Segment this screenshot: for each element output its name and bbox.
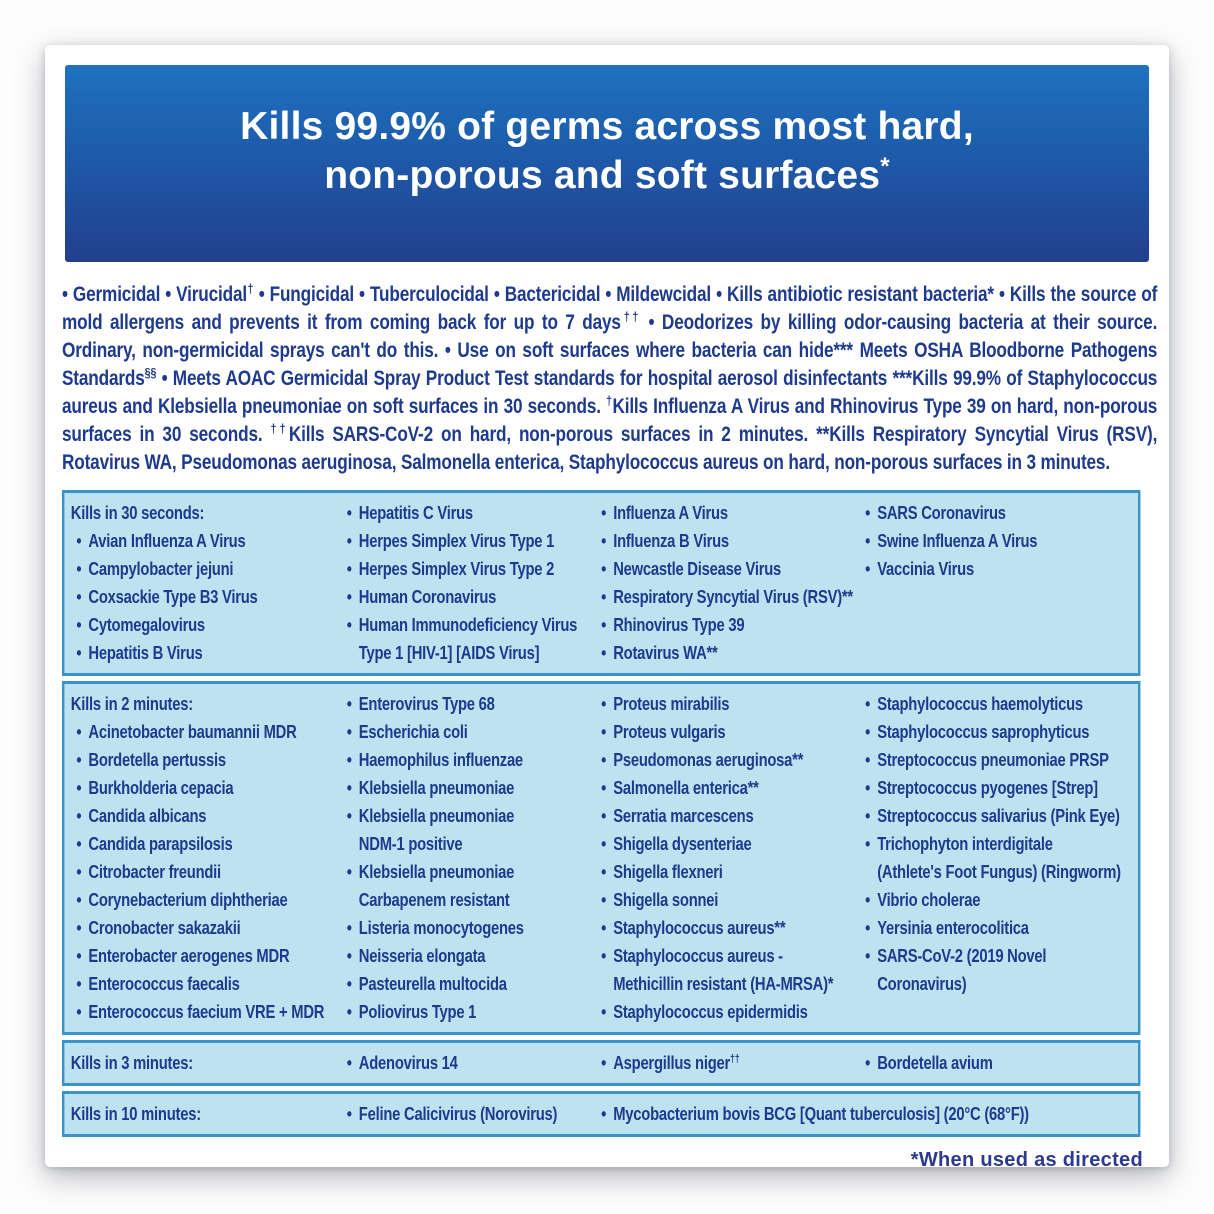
germ-name: Feline Calicivirus (Norovirus): [358, 1103, 558, 1124]
germ-name: Streptococcus pneumoniae PRSP: [877, 749, 1109, 770]
kill-time-section-2: [62, 681, 1140, 1035]
germ-item: [71, 555, 341, 583]
intro-paragraph: [62, 280, 1157, 476]
germ-name: Bordetella avium: [877, 1052, 993, 1073]
bullet-icon: •: [601, 586, 607, 607]
banner-title-asterisk: *: [880, 152, 890, 180]
germ-item: [341, 690, 595, 718]
germ-name: Pasteurella multocida: [358, 973, 507, 994]
germ-item: [596, 774, 860, 802]
germ-item: [71, 802, 341, 830]
germ-name: Cytomegalovirus: [88, 614, 205, 635]
germ-name: Acinetobacter baumannii MDR: [88, 721, 297, 742]
bullet-icon: •: [76, 917, 82, 938]
bullet-icon: •: [346, 586, 352, 607]
germ-superscript: ††: [730, 1052, 740, 1065]
kill-time-header: Kills in 3 minutes:: [70, 1052, 193, 1073]
bullet-icon: •: [346, 805, 352, 826]
germ-name: Hepatitis C Virus: [358, 502, 473, 523]
bullet-icon: •: [346, 1052, 352, 1073]
bullet-icon: •: [865, 889, 871, 910]
germ-item: [596, 527, 860, 555]
kill-time-section-4: [62, 1091, 1140, 1137]
germ-item: [860, 527, 1132, 555]
bullet-icon: •: [865, 721, 871, 742]
banner-title-line2: non-porous and soft surfaces: [324, 153, 881, 197]
germ-item: [860, 914, 1132, 942]
germ-name: Enterococcus faecium VRE + MDR: [88, 1001, 325, 1022]
germ-name: Burkholderia cepacia: [88, 777, 234, 798]
germ-name: Klebsiella pneumoniae: [358, 777, 515, 798]
germ-name: Enterococcus faecalis: [88, 973, 240, 994]
intro-text: Kills SARS-CoV-2 on hard, non-porous surfaces in 2 minutes. **Kills Respiratory Syncytial Virus (RSV), Rotavirus WA, Pseudomonas aeruginosa, Salmonella enterica, Staphylococcus aureus on hard, non-porous surfaces in 3 minutes.: [62, 422, 1158, 474]
bullet-icon: •: [865, 917, 871, 938]
germ-item: [860, 886, 1132, 914]
germ-column-2: [341, 1100, 595, 1128]
germ-name: Shigella sonnei: [613, 889, 719, 910]
germ-item: [596, 583, 860, 611]
germ-name: Citrobacter freundii: [88, 861, 221, 882]
bullet-icon: •: [76, 861, 82, 882]
germ-name: Cronobacter sakazakii: [88, 917, 241, 938]
germ-column-4: [860, 1100, 1132, 1128]
germ-table: [62, 490, 1140, 1137]
germ-item: [596, 858, 860, 886]
intro-text: • Fungicidal • Tuberculocidal • Bactericidal • Mildewcidal • Kills antibiotic resistant bacteria* • Kills the source of mold allergens and prevents it from coming back for up to 7 days: [62, 282, 1158, 334]
kill-time-header: Kills in 10 minutes:: [70, 1103, 201, 1124]
germ-column-2: [341, 1049, 595, 1077]
bullet-icon: •: [865, 945, 871, 966]
germ-name: Staphylococcus haemolyticus: [877, 693, 1083, 714]
banner-title: [240, 102, 974, 226]
intro-superscript: §§: [144, 364, 157, 380]
kill-time-section-1: [62, 490, 1140, 676]
germ-name: Candida parapsilosis: [88, 833, 233, 854]
germ-name: SARS-CoV-2 (2019 Novel Coronavirus): [877, 945, 1047, 994]
germ-column-2: [341, 499, 595, 667]
germ-item: [860, 1049, 1132, 1077]
germ-item: [341, 583, 595, 611]
bullet-icon: •: [601, 861, 607, 882]
germ-item: [341, 499, 595, 527]
germ-item: [341, 858, 595, 914]
bullet-icon: •: [346, 614, 352, 635]
germ-name: Vibrio cholerae: [877, 889, 981, 910]
germ-item: [71, 746, 341, 774]
germ-item: [596, 998, 860, 1026]
germ-item: [71, 914, 341, 942]
germ-name: Enterobacter aerogenes MDR: [88, 945, 290, 966]
bullet-icon: •: [601, 917, 607, 938]
germ-name: Shigella dysenteriae: [613, 833, 752, 854]
bullet-icon: •: [76, 805, 82, 826]
germ-item: [341, 998, 595, 1026]
bullet-icon: •: [76, 749, 82, 770]
bullet-icon: •: [346, 917, 352, 938]
germ-name: Listeria monocytogenes: [358, 917, 524, 938]
bullet-icon: •: [601, 777, 607, 798]
intro-superscript: †: [247, 280, 254, 296]
intro-superscript: ††: [620, 308, 642, 324]
germ-item: [71, 858, 341, 886]
germ-column-1: [71, 690, 341, 1026]
germ-item: [860, 802, 1132, 830]
germ-item: [596, 1049, 860, 1077]
bullet-icon: •: [601, 693, 607, 714]
germ-item: [341, 914, 595, 942]
bullet-icon: •: [601, 805, 607, 826]
germ-item: [341, 555, 595, 583]
germ-item: [341, 1049, 595, 1077]
germ-name: Klebsiella pneumoniae NDM-1 positive: [358, 805, 515, 854]
germ-name: SARS Coronavirus: [877, 502, 1006, 523]
bullet-icon: •: [346, 721, 352, 742]
germ-item: [596, 1100, 1029, 1128]
bullet-icon: •: [865, 1052, 871, 1073]
bullet-icon: •: [346, 777, 352, 798]
germ-name: Serratia marcescens: [613, 805, 754, 826]
germ-name: Adenovirus 14: [358, 1052, 458, 1073]
germ-item: [596, 499, 860, 527]
germ-item: [71, 583, 341, 611]
germ-item: [71, 527, 341, 555]
germ-name: Proteus mirabilis: [613, 693, 730, 714]
bullet-icon: •: [601, 614, 607, 635]
germ-item: [71, 830, 341, 858]
germ-name: Campylobacter jejuni: [88, 558, 234, 579]
germ-item: [860, 942, 1132, 998]
germ-column-3: [596, 1049, 860, 1077]
germ-item: [341, 527, 595, 555]
bullet-icon: •: [865, 502, 871, 523]
intro-superscript: †: [606, 392, 613, 408]
germ-name: Herpes Simplex Virus Type 2: [358, 558, 555, 579]
germ-name: Avian Influenza A Virus: [88, 530, 246, 551]
germ-name: Trichophyton interdigitale (Athlete's Foot Fungus) (Ringworm): [877, 833, 1121, 882]
germ-name: Haemophilus influenzae: [358, 749, 523, 770]
germ-name: Corynebacterium diphtheriae: [88, 889, 288, 910]
germ-name: Influenza A Virus: [613, 502, 728, 523]
bullet-icon: •: [865, 558, 871, 579]
germ-item: [341, 942, 595, 970]
bullet-icon: •: [346, 749, 352, 770]
germ-item: [596, 802, 860, 830]
bullet-icon: •: [601, 530, 607, 551]
germ-name: Human Immunodeficiency Virus Type 1 [HIV-1] [AIDS Virus]: [358, 614, 578, 663]
bullet-icon: •: [601, 889, 607, 910]
germ-name: Proteus vulgaris: [613, 721, 726, 742]
germ-column-3: [596, 499, 860, 667]
kill-time-section-3: [62, 1040, 1140, 1086]
germ-name: Influenza B Virus: [613, 530, 729, 551]
bullet-icon: •: [601, 945, 607, 966]
germ-name: Hepatitis B Virus: [88, 642, 203, 663]
germ-item: [596, 690, 860, 718]
bullet-icon: •: [76, 614, 82, 635]
germ-column-4: [860, 690, 1132, 1026]
bullet-icon: •: [76, 945, 82, 966]
bullet-icon: •: [346, 502, 352, 523]
bullet-icon: •: [76, 973, 82, 994]
germ-name: Escherichia coli: [358, 721, 468, 742]
germ-column-1: [71, 1100, 341, 1128]
germ-name: Shigella flexneri: [613, 861, 723, 882]
germ-name: Staphylococcus saprophyticus: [877, 721, 1090, 742]
germ-item: [596, 886, 860, 914]
germ-item: [341, 718, 595, 746]
bullet-icon: •: [76, 1001, 82, 1022]
germ-name: Mycobacterium bovis BCG [Quant tuberculosis] (20°C (68°F)): [613, 1103, 1029, 1124]
germ-item: [596, 914, 860, 942]
germ-item: [860, 830, 1132, 886]
germ-column-3: [596, 690, 860, 1026]
bullet-icon: •: [601, 1103, 607, 1124]
germ-name: Coxsackie Type B3 Virus: [88, 586, 258, 607]
bullet-icon: •: [601, 1052, 607, 1073]
germ-column-2: [341, 690, 595, 1026]
germ-name: Staphylococcus aureus - Methicillin resistant (HA-MRSA)*: [613, 945, 834, 994]
germ-item: [71, 718, 341, 746]
germ-item: [860, 774, 1132, 802]
bullet-icon: •: [76, 586, 82, 607]
germ-name: Enterovirus Type 68: [358, 693, 495, 714]
intro-text: • Germicidal • Virucidal: [62, 282, 248, 306]
germ-item: [596, 718, 860, 746]
bullet-icon: •: [601, 642, 607, 663]
germ-item: [341, 802, 595, 858]
germ-item: [341, 746, 595, 774]
germ-item: [71, 886, 341, 914]
germ-item: [341, 611, 595, 667]
intro-text: • Meets AOAC Germicidal Spray Product Test standards for hospital aerosol disinfectants ***Kills 99.9% of Staphylococcus aureus and Klebsiella pneumoniae on soft surfaces in 30 seconds.: [62, 366, 1158, 418]
germ-item: [860, 499, 1132, 527]
germ-item: [71, 970, 341, 998]
germ-item: [860, 555, 1132, 583]
germ-column-1: [71, 1049, 341, 1077]
kill-time-header: Kills in 2 minutes:: [70, 693, 193, 714]
germ-name: Streptococcus salivarius (Pink Eye): [877, 805, 1120, 826]
bullet-icon: •: [865, 530, 871, 551]
germ-name: Human Coronavirus: [358, 586, 497, 607]
bullet-icon: •: [76, 642, 82, 663]
bullet-icon: •: [865, 749, 871, 770]
bullet-icon: •: [865, 693, 871, 714]
germ-column-1: [71, 499, 341, 667]
germ-item: [341, 970, 595, 998]
germ-name: Newcastle Disease Virus: [613, 558, 782, 579]
germ-item: [860, 718, 1132, 746]
germ-item: [596, 942, 860, 998]
germ-name: Herpes Simplex Virus Type 1: [358, 530, 555, 551]
germ-item: [596, 555, 860, 583]
germ-item: [71, 774, 341, 802]
germ-name: Rotavirus WA**: [613, 642, 718, 663]
germ-item: [341, 1100, 595, 1128]
germ-name: Neisseria elongata: [358, 945, 486, 966]
germ-name: Candida albicans: [88, 805, 207, 826]
germ-item: [596, 611, 860, 639]
bullet-icon: •: [76, 777, 82, 798]
germ-column-4: [860, 499, 1132, 667]
germ-name: Poliovirus Type 1: [358, 1001, 477, 1022]
bullet-icon: •: [346, 1001, 352, 1022]
germ-name: Salmonella enterica**: [613, 777, 759, 798]
germ-name: Rhinovirus Type 39: [613, 614, 745, 635]
germ-item: [71, 639, 341, 667]
bullet-icon: •: [601, 1001, 607, 1022]
bullet-icon: •: [601, 833, 607, 854]
germ-item: [341, 774, 595, 802]
germ-name: Staphylococcus aureus**: [613, 917, 786, 938]
bullet-icon: •: [601, 558, 607, 579]
germ-column-3: [596, 1100, 1029, 1128]
germ-name: Streptococcus pyogenes [Strep]: [877, 777, 1098, 798]
germ-item: [596, 639, 860, 667]
germ-item: [71, 611, 341, 639]
bullet-icon: •: [601, 721, 607, 742]
germ-name: Aspergillus niger††: [613, 1052, 740, 1073]
germ-item: [71, 942, 341, 970]
bullet-icon: •: [346, 1103, 352, 1124]
germ-name: Klebsiella pneumoniae Carbapenem resistant: [358, 861, 515, 910]
bullet-icon: •: [865, 805, 871, 826]
bullet-icon: •: [76, 558, 82, 579]
bullet-icon: •: [346, 530, 352, 551]
bullet-icon: •: [76, 833, 82, 854]
germ-name: Staphylococcus epidermidis: [613, 1001, 808, 1022]
germ-name: Swine Influenza A Virus: [877, 530, 1038, 551]
kill-time-header: Kills in 30 seconds:: [70, 502, 205, 523]
bullet-icon: •: [346, 973, 352, 994]
bullet-icon: •: [346, 558, 352, 579]
banner: [65, 65, 1149, 262]
bullet-icon: •: [865, 777, 871, 798]
product-label-card: [45, 45, 1169, 1171]
footnote: *When used as directed: [910, 1149, 1143, 1171]
bullet-icon: •: [346, 861, 352, 882]
germ-name: Yersinia enterocolitica: [877, 917, 1029, 938]
germ-item: [71, 998, 341, 1026]
bullet-icon: •: [601, 502, 607, 523]
germ-item: [596, 830, 860, 858]
bullet-icon: •: [76, 721, 82, 742]
bullet-icon: •: [76, 889, 82, 910]
germ-item: [860, 746, 1132, 774]
bullet-icon: •: [865, 833, 871, 854]
germ-name: Respiratory Syncytial Virus (RSV)**: [613, 586, 853, 607]
intro-superscript: ††: [270, 420, 289, 436]
germ-name: Bordetella pertussis: [88, 749, 226, 770]
germ-column-4: [860, 1049, 1132, 1077]
bullet-icon: •: [601, 749, 607, 770]
germ-name: Vaccinia Virus: [877, 558, 974, 579]
germ-item: [860, 690, 1132, 718]
banner-title-line1: Kills 99.9% of germs across most hard,: [240, 104, 974, 148]
germ-name: Pseudomonas aeruginosa**: [613, 749, 804, 770]
intro-text: Kills Influenza A Virus and Rhinovirus Type 39 on hard, non-porous surfaces in 30 seconds.: [62, 394, 1158, 446]
bullet-icon: •: [346, 693, 352, 714]
bullet-icon: •: [346, 945, 352, 966]
bullet-icon: •: [76, 530, 82, 551]
intro-text: • Deodorizes by killing odor-causing bacteria at their source. Ordinary, non-germicidal sprays can't do this. • Use on soft surfaces where bacteria can hide*** Meets OSHA Bloodborne Pathogens Standards: [62, 310, 1158, 390]
germ-item: [596, 746, 860, 774]
